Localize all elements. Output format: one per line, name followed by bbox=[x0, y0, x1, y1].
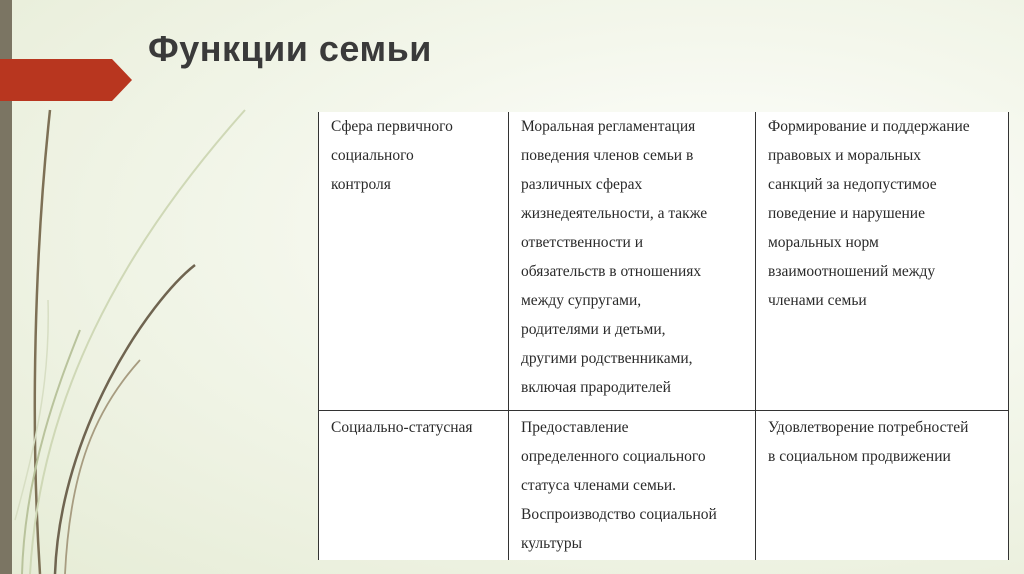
table-cell-result: Удовлетворение потребностей в социальном продвижении bbox=[756, 411, 1009, 561]
table-cell-sphere: Социально-статусная bbox=[319, 411, 509, 561]
table-cell-content: Предоставление определенного социального статуса членами семьи. Воспроизводство социальной культуры bbox=[509, 411, 756, 561]
table-row bbox=[319, 411, 1009, 561]
slide-title: Функции семьи bbox=[148, 28, 432, 69]
table-cell-content: Моральная регламентация поведения членов семьи в различных сферах жизнедеятельности, а также ответственности и обязательств в отношениях между супругами, родителями и детьми, другими родственниками, включая прародителей bbox=[509, 112, 756, 411]
table-cell-sphere: Сфера первичного социального контроля bbox=[319, 112, 509, 411]
table-row bbox=[319, 112, 1009, 411]
table-cell-result: Формирование и поддержание правовых и моральных санкций за недопустимое поведение и нарушение моральных норм взаимоотношений между членами семьи bbox=[756, 112, 1009, 411]
functions-table bbox=[318, 112, 1008, 560]
title-arrow-marker bbox=[0, 59, 132, 101]
